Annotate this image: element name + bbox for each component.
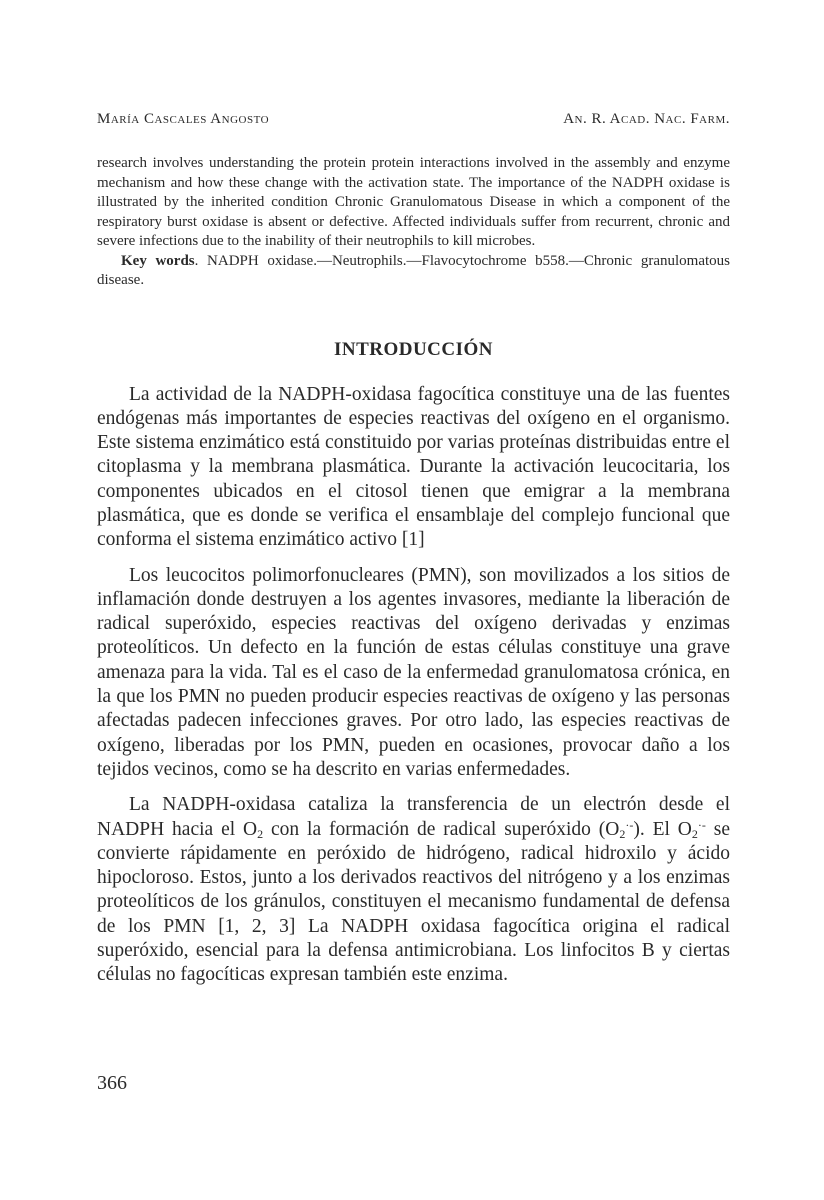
paragraph-3-part-d: se convierte rápidamente en peróxido de hidrógeno, radical hidroxilo y ácido hipocloroso. Estos, junto a los derivados reactivos del nitrógeno y a los enzimas proteolíticos de los gránulos, constituyen el mecanismo fundamental de defensa de los PMN [1, 2, 3] La NADPH oxidasa fagocítica origina el radical superóxido, esencial para la defensa antimicrobiana. Los linfocitos B y ciertas células no fagocíticas expresan también este enzima. — [97, 818, 730, 986]
paragraph-2: Los leucocitos polimorfonucleares (PMN), son movilizados a los sitios de inflamación donde destruyen a los agentes invasores, mediante la liberación de radical superóxido, especies reactivas del oxígeno derivadas y enzimas proteolíticos. Un defecto en la función de estas células constituye una grave amenaza para la vida. Tal es el caso de la enfermedad granulomatosa crónica, en la que los PMN no pueden producir especies reactivas de oxígeno y las personas afectadas padecen infecciones graves. Por otro lado, las especies reactivas de oxígeno, liberadas por los PMN, pueden en ocasiones, provocar daño a los tejidos vecinos, como se ha descrito en varias enfermedades. — [97, 564, 730, 780]
body-text — [97, 383, 730, 988]
section-title: INTRODUCCIÓN — [333, 338, 494, 360]
running-head — [97, 108, 730, 130]
keywords — [97, 252, 730, 291]
paragraph-1: La actividad de la NADPH-oxidasa fagocítica constituye una de las fuentes endógenas más importantes de especies reactivas del oxígeno en el organismo. Este sistema enzimático está constituido por varias proteínas distribuidas entre el citoplasma y la membrana plasmática. Durante la activación leucocitaria, los componentes ubicados en el citosol tienen que emigrar a la membrana plasmática, que es donde se verifica el ensamblaje del complejo funcional que conforma el sistema enzimático activo [1] — [97, 383, 730, 551]
paragraph-3-part-a: La NADPH-oxidasa cataliza la transferencia de un electrón desde el NADPH hacia el O — [97, 794, 730, 840]
page-content — [97, 108, 730, 999]
subscript-2: 2 — [691, 826, 698, 841]
abstract-text: research involves understanding the protein protein interactions involved in the assembly and enzyme mechanism and how these change with the activation state. The importance of the NADPH oxidase is illustrated by the inherited condition Chronic Granulomatous Disease in which a component of the respiratory burst oxidase is absent or defective. Affected individuals suffer from recurrent, chronic and severe infections due to the inability of their neutrophils to kill microbes. — [97, 155, 730, 249]
keywords-text: . NADPH oxidase.—Neutrophils.—Flavocytochrome b558.—Chronic granulomatous disease. — [97, 252, 731, 288]
subscript-2: 2 — [257, 826, 264, 841]
paragraph-3 — [97, 793, 730, 987]
superscript-radical: ·- — [625, 817, 634, 832]
paragraph-3-part-b: con la formación de radical superóxido (O — [263, 818, 620, 840]
page-number: 366 — [97, 1072, 127, 1094]
subscript-2: 2 — [619, 826, 626, 841]
superscript-radical: ·- — [697, 817, 706, 832]
keywords-label: Key words — [121, 252, 195, 269]
paragraph-3-part-c: ). El O — [633, 818, 692, 840]
abstract — [97, 154, 730, 291]
running-head-journal: An. R. Acad. Nac. Farm. — [563, 111, 730, 127]
running-head-author: María Cascales Angosto — [97, 111, 270, 127]
